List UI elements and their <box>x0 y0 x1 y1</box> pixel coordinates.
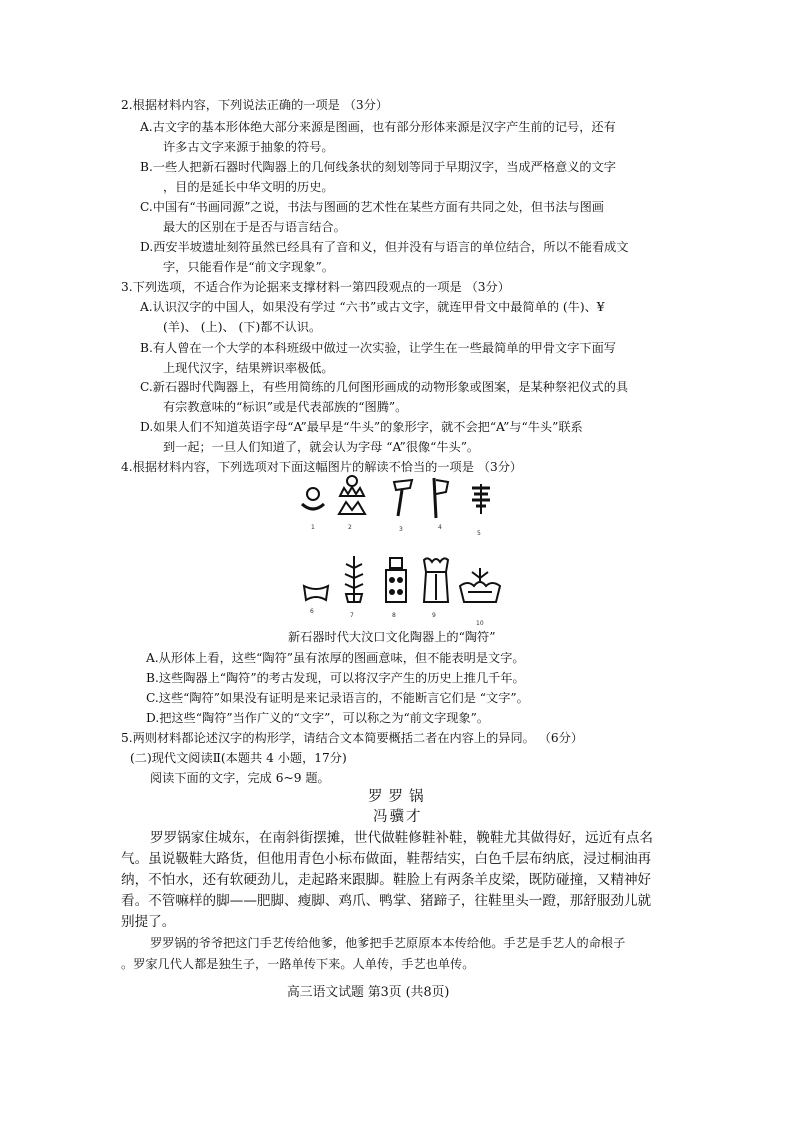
figure-number-9: 9 <box>432 612 436 619</box>
q4-stem: 4.根据材料内容，下列选项对下面这幅图片的解读不恰当的一项是 （3分） <box>121 460 523 474</box>
q2-option-b: B.一些人把新石器时代陶器上的几何线条状的刻划等同于早期汉字，当成严格意义的文字 <box>140 160 616 174</box>
figure-number-7: 7 <box>350 612 354 619</box>
story-author: 冯骥才 <box>373 809 423 825</box>
q2-option-d-cont: 字，只能看作是“前文字现象”。 <box>163 260 334 274</box>
figure-number-10: 10 <box>476 620 484 627</box>
paragraph-1-line-5: 别提了。 <box>121 914 176 930</box>
pottery-symbol-8-icon <box>382 556 410 604</box>
figure-number-8: 8 <box>392 612 396 619</box>
pottery-symbol-1-icon <box>300 486 326 514</box>
q2-option-c: C.中国有“书画同源”之说，书法与图画的艺术性在某些方面有共同之处，但书法与图画 <box>140 200 604 214</box>
paragraph-2-line-1: 罗罗锅的爷爷把这门手艺传给他爹，他爹把手艺原原本本传给他。手艺是手艺人的命根子 <box>150 936 626 950</box>
pottery-symbol-2-icon <box>336 474 368 516</box>
paragraph-1-line-3: 纳，不怕水，还有软硬劲儿，走起路来跟脚。鞋脸上有两条羊皮梁，既防碰撞，又精神好 <box>121 872 652 888</box>
page-footer: 高三语文试题 第3页 (共8页) <box>287 985 450 1000</box>
q4-option-a: A.从形体上看，这些“陶符”虽有浓厚的图画意味，但不能表明是文字。 <box>146 651 525 665</box>
q4-option-c: C.这些“陶符”如果没有证明是来记录语言的，不能断言它们是 “文字”。 <box>146 691 529 705</box>
q3-stem: 3.下列选项，不适合作为论据来支撑材料一第四段观点的一项是 （3分） <box>121 280 510 294</box>
figure-number-5: 5 <box>477 530 481 537</box>
q2-option-a: A.古文字的基本形体绝大部分来源是图画，也有部分形体来源是汉字产生前的记号，还有 <box>140 120 616 134</box>
figure-caption: 新石器时代大汶口文化陶器上的“陶符” <box>288 630 496 644</box>
paragraph-2-line-2: 。罗家几代人都是独生子，一路单传下来。人单传，手艺也单传。 <box>121 957 475 971</box>
q4-option-b: B.这些陶器上“陶符”的考古发现，可以将汉字产生的历史上推几千年。 <box>146 671 525 685</box>
q3-option-b: B.有人曾在一个大学的本科班级中做过一次实验，让学生在一些最简单的甲骨文字下面写 <box>140 341 616 355</box>
pottery-symbol-6-icon <box>302 584 330 602</box>
q3-option-b-cont: 上现代汉字，结果辨识率极低。 <box>163 361 334 375</box>
pottery-symbol-9-icon <box>420 556 452 604</box>
q2-option-c-cont: 最大的区别在于是否与语言结合。 <box>163 220 346 234</box>
q3-option-c-cont: 有宗教意味的“标识”或是代表部族的“图腾”。 <box>163 400 408 414</box>
section-instruction: 阅读下面的文字，完成 6~9 题。 <box>150 771 330 785</box>
section-heading: (二)现代文阅读Ⅱ(本题共 4 小题，17分) <box>130 751 347 765</box>
q5-stem: 5.两则材料都论述汉字的构形学，请结合文本简要概括二者在内容上的异同。 （6分） <box>121 731 584 745</box>
figure-number-1: 1 <box>311 524 315 531</box>
story-title: 罗罗锅 <box>368 789 430 805</box>
pottery-symbol-7-icon <box>342 554 366 604</box>
q3-option-c: C.新石器时代陶器上，有些用简练的几何图形画成的动物形象或图案，是某种祭祀仪式的具 <box>140 380 629 394</box>
q3-option-a-cont: (羊)、 (上)、 (下)都不认识。 <box>163 320 322 334</box>
q2-stem: 2.根据材料内容，下列说法正确的一项是 （3分） <box>121 98 389 112</box>
pottery-symbols-figure <box>290 472 510 632</box>
paragraph-1-line-2: 气。虽说靸鞋大路货，但他用青色小标布做面，鞋帮结实，白色千层布纳底，浸过桐油再 <box>121 851 652 867</box>
figure-number-2: 2 <box>348 524 352 531</box>
pottery-symbol-5-icon <box>468 482 494 516</box>
pottery-symbol-3-icon <box>390 478 416 518</box>
q3-option-d: D.如果人们不知道英语字母“A”最早是“牛头”的象形字，就不会把“A”与“牛头”联系 <box>140 420 583 434</box>
figure-number-6: 6 <box>310 608 314 615</box>
q2-option-b-cont: ，目的是延长中华文明的历史。 <box>163 180 334 194</box>
q4-option-d: D.把这些“陶符”当作广义的“文字”，可以称之为“前文字现象”。 <box>146 711 490 725</box>
figure-number-4: 4 <box>438 524 442 531</box>
pottery-symbol-4-icon <box>428 476 452 520</box>
pottery-symbol-10-icon <box>458 566 502 604</box>
q3-option-d-cont: 到一起；一旦人们知道了，就会认为字母 “A”很像“牛头”。 <box>163 440 480 454</box>
q2-option-d: D.西安半坡遗址刻符虽然已经具有了音和义，但并没有与语言的单位结合，所以不能看成文 <box>140 240 629 254</box>
paragraph-1-line-1: 罗罗锅家住城东，在南斜街摆摊，世代做鞋修鞋补鞋，鞔鞋尤其做得好，远近有点名 <box>150 830 653 846</box>
q3-option-a: A.认识汉字的中国人，如果没有学过 “六书”或古文字，就连甲骨文中最简单的 (牛)、¥ <box>140 300 605 314</box>
q2-option-a-cont: 许多古文字来源于抽象的符号。 <box>163 140 334 154</box>
figure-number-3: 3 <box>399 526 403 533</box>
paragraph-1-line-4: 看。不管嘛样的脚——肥脚、瘦脚、鸡爪、鸭掌、猪蹄子，往鞋里头一蹬，那舒服劲儿就 <box>121 893 652 909</box>
